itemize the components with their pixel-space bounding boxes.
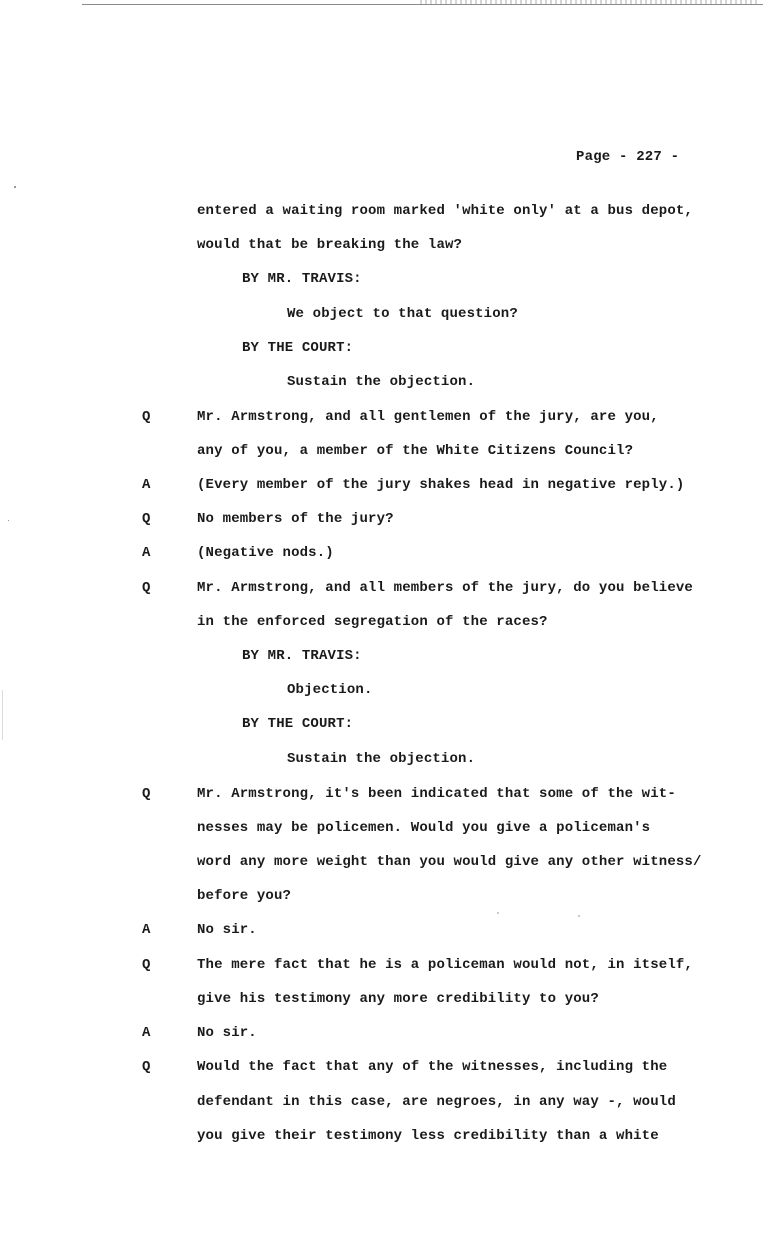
top-edge-scan-noise <box>420 0 760 4</box>
transcript-line: defendant in this case, are negroes, in any way -, would <box>197 1094 676 1110</box>
transcript-line: you give their testimony less credibility than a white <box>197 1128 659 1144</box>
transcript-line: would that be breaking the law? <box>197 237 463 253</box>
page-number: Page - 227 - <box>576 149 680 165</box>
transcript-line: No members of the jury? <box>197 511 394 527</box>
qa-marker: A <box>142 477 151 493</box>
scan-speck <box>14 186 16 188</box>
scan-speck <box>8 520 9 521</box>
qa-marker: Q <box>142 580 151 596</box>
qa-marker: A <box>142 1025 151 1041</box>
speaker-heading: BY THE COURT: <box>242 716 354 732</box>
transcript-line: entered a waiting room marked 'white only' at a bus depot, <box>197 203 693 219</box>
transcript-line: Sustain the objection. <box>287 751 476 767</box>
qa-marker: Q <box>142 957 151 973</box>
speaker-heading: BY MR. TRAVIS: <box>242 648 362 664</box>
scan-speck <box>497 912 499 914</box>
qa-marker: Q <box>142 511 151 527</box>
transcript-line: any of you, a member of the White Citizens Council? <box>197 443 634 459</box>
transcript-line: (Every member of the jury shakes head in negative reply.) <box>197 477 685 493</box>
transcript-line: give his testimony any more credibility to you? <box>197 991 599 1007</box>
transcript-line: No sir. <box>197 922 257 938</box>
transcript-line: (Negative nods.) <box>197 545 334 561</box>
qa-marker: Q <box>142 409 151 425</box>
speaker-heading: BY MR. TRAVIS: <box>242 271 362 287</box>
transcript-line: word any more weight than you would give any other witness/ <box>197 854 702 870</box>
transcript-line: Sustain the objection. <box>287 374 476 390</box>
top-rule <box>82 4 763 5</box>
transcript-line: nesses may be policemen. Would you give a policeman's <box>197 820 651 836</box>
scan-speck <box>2 690 3 740</box>
transcript-line: We object to that question? <box>287 306 518 322</box>
transcript-line: Mr. Armstrong, it's been indicated that some of the wit- <box>197 786 676 802</box>
transcript-line: Mr. Armstrong, and all gentlemen of the jury, are you, <box>197 409 659 425</box>
transcript-line: Mr. Armstrong, and all members of the jury, do you believe <box>197 580 693 596</box>
qa-marker: A <box>142 922 151 938</box>
qa-marker: Q <box>142 1059 151 1075</box>
qa-marker: Q <box>142 786 151 802</box>
transcript-line: Would the fact that any of the witnesses, including the <box>197 1059 668 1075</box>
transcript-line: before you? <box>197 888 292 904</box>
speaker-heading: BY THE COURT: <box>242 340 354 356</box>
transcript-line: Objection. <box>287 682 373 698</box>
scan-speck <box>578 915 580 917</box>
transcript-line: in the enforced segregation of the races? <box>197 614 548 630</box>
transcript-line: No sir. <box>197 1025 257 1041</box>
transcript-line: The mere fact that he is a policeman would not, in itself, <box>197 957 693 973</box>
qa-marker: A <box>142 545 151 561</box>
